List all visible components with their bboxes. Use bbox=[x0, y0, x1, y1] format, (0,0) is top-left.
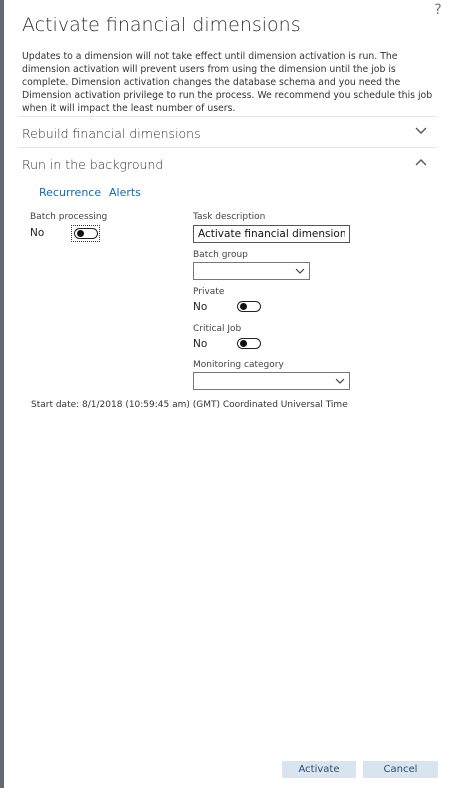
batch-group-select[interactable] bbox=[193, 262, 310, 280]
section-background-label: Run in the background bbox=[22, 157, 164, 172]
start-date-text: Start date: 8/1/2018 (10:59:45 am) (GMT) Coordinated Universal Time bbox=[31, 400, 348, 410]
divider bbox=[18, 116, 436, 117]
divider bbox=[18, 147, 436, 148]
toggle-knob bbox=[240, 340, 247, 347]
private-toggle[interactable] bbox=[237, 301, 261, 312]
dialog-title: Activate financial dimensions bbox=[22, 14, 301, 36]
section-run-in-background[interactable] bbox=[22, 154, 432, 176]
chevron-down-icon bbox=[414, 124, 428, 138]
chevron-up-icon bbox=[414, 155, 428, 169]
private-value: No bbox=[193, 301, 208, 313]
section-rebuild-label: Rebuild financial dimensions bbox=[22, 126, 201, 141]
panel-left-edge bbox=[0, 0, 4, 788]
activate-button[interactable]: Activate bbox=[282, 761, 356, 778]
monitoring-category-select[interactable] bbox=[193, 372, 350, 390]
section-rebuild-financial-dimensions[interactable] bbox=[22, 123, 432, 145]
chevron-down-icon bbox=[335, 376, 345, 386]
toggle-knob bbox=[240, 303, 247, 310]
recurrence-link[interactable]: Recurrence bbox=[39, 186, 102, 199]
batch-processing-toggle[interactable] bbox=[74, 228, 98, 239]
alerts-link[interactable]: Alerts bbox=[109, 186, 141, 199]
batch-group-label: Batch group bbox=[193, 250, 248, 260]
help-icon[interactable]: ? bbox=[434, 2, 442, 18]
task-description-input[interactable] bbox=[193, 225, 350, 243]
critical-job-toggle[interactable] bbox=[237, 338, 261, 349]
batch-processing-value: No bbox=[30, 227, 45, 239]
dialog-description: Updates to a dimension will not take effect until dimension activation is run. The dimension activation will prevent users from using the dimension until the job is complete. Dimension activation changes the database schema and you need the Dimension activation privilege to run the process. We recommend you schedule this job when it will impact the least number of users. bbox=[22, 51, 433, 114]
critical-job-label: Critical Job bbox=[193, 324, 242, 334]
batch-processing-label: Batch processing bbox=[30, 212, 108, 222]
private-label: Private bbox=[193, 287, 225, 297]
chevron-down-icon bbox=[295, 266, 305, 276]
task-description-label: Task description bbox=[193, 212, 266, 222]
monitoring-category-label: Monitoring category bbox=[193, 360, 284, 370]
toggle-knob bbox=[77, 230, 84, 237]
cancel-button[interactable]: Cancel bbox=[363, 761, 438, 778]
critical-job-value: No bbox=[193, 338, 208, 350]
